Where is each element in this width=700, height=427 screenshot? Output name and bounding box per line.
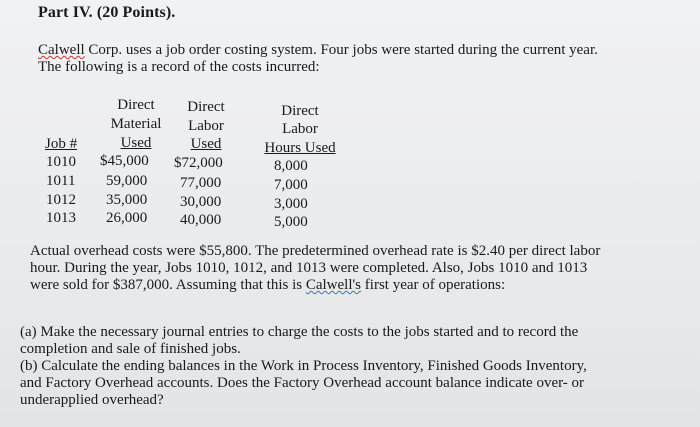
row-1010-labor: $72,000 — [174, 155, 223, 171]
question-b-line-3: underapplied overhead? — [20, 392, 164, 408]
part-title: Part IV. (20 Points). — [38, 4, 176, 21]
row-1013-labor: 40,000 — [180, 212, 222, 228]
question-a-line-1: (a) Make the necessary journal entries to charge the costs to the jobs started and to record the — [20, 324, 579, 340]
company-name: Calwell — [38, 42, 85, 58]
row-1011-material: 59,000 — [106, 173, 148, 189]
question-a-line-2: completion and sale of finished jobs. — [20, 341, 241, 357]
intro-line-2: The following is a record of the costs incurred: — [38, 59, 320, 75]
paragraph-line-3 — [30, 277, 650, 294]
header-material-1: Direct — [117, 97, 155, 113]
header-job: Job # — [45, 136, 78, 152]
header-labor-1: Direct — [187, 99, 225, 115]
header-material-3: Used — [120, 135, 152, 151]
row-1012-job: 1012 — [46, 192, 76, 208]
paragraph-line-3-b: first year of operations: — [361, 277, 506, 293]
paragraph-line-3-a: were sold for $387,000. Assuming that this is — [30, 277, 306, 293]
row-1013-job: 1013 — [46, 210, 76, 226]
header-hours-2: Labor — [282, 121, 318, 137]
row-1012-material: 35,000 — [106, 192, 148, 208]
intro-line-1-rest: Corp. uses a job order costing system. Four jobs were started during the current year. — [84, 42, 598, 58]
header-hours-3: Hours Used — [264, 140, 336, 156]
header-labor-3: Used — [190, 136, 222, 152]
paragraph-company: Calwell's — [305, 277, 362, 293]
row-1013-material: 26,000 — [106, 210, 148, 226]
row-1011-labor: 77,000 — [180, 175, 222, 191]
row-1012-labor: 30,000 — [180, 194, 222, 210]
row-1010-hours: 8,000 — [274, 158, 308, 174]
paragraph-line-2: hour. During the year, Jobs 1010, 1012, and 1013 were completed. Also, Jobs 1010 and 1013 — [30, 260, 588, 276]
paragraph-line-1: Actual overhead costs were $55,800. The predetermined overhead rate is $2.40 per direct labor — [30, 243, 601, 259]
questions — [20, 324, 660, 409]
header-material-2: Material — [110, 116, 162, 132]
row-1011-job: 1011 — [46, 173, 76, 189]
overhead-paragraph — [30, 243, 650, 294]
question-b-line-1: (b) Calculate the ending balances in the Work in Process Inventory, Finished Goods Inventory, — [20, 358, 587, 374]
header-labor-2: Labor — [188, 118, 224, 134]
row-1013-hours: 5,000 — [274, 214, 308, 230]
row-1010-material: $45,000 — [100, 153, 149, 169]
question-b-line-2: and Factory Overhead accounts. Does the Factory Overhead account balance indicate over- or — [20, 375, 585, 391]
row-1012-hours: 3,000 — [274, 196, 308, 212]
row-1010-job: 1010 — [46, 154, 76, 170]
header-hours-1: Direct — [281, 103, 319, 119]
row-1011-hours: 7,000 — [274, 177, 308, 193]
